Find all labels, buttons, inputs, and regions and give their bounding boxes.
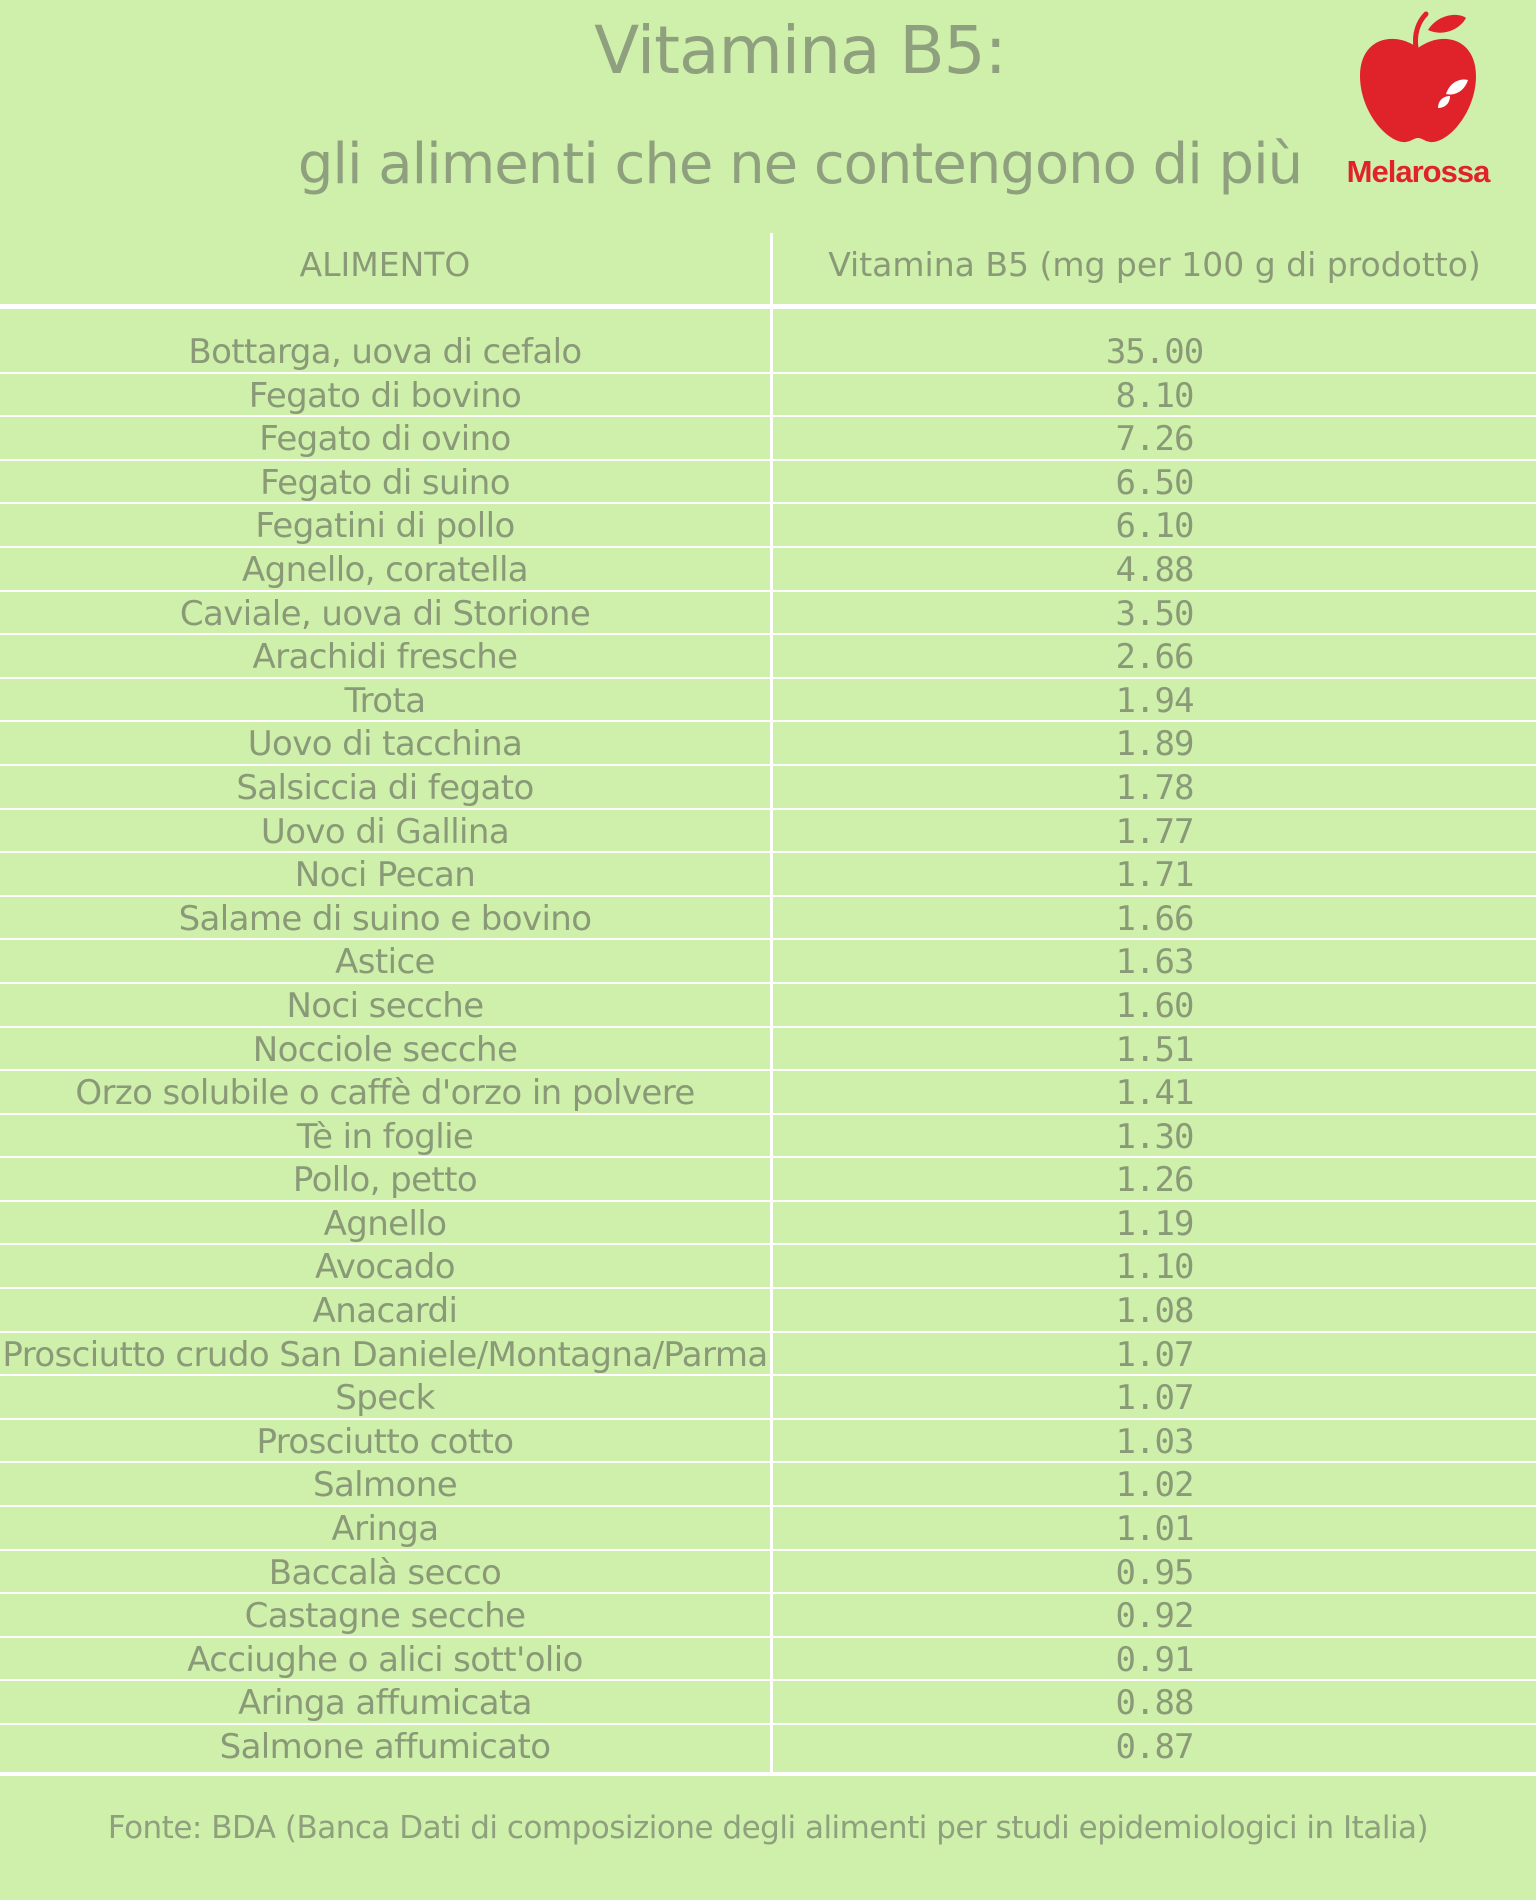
food-name: Caviale, uova di Storione xyxy=(179,593,591,634)
vitamin-value: 0.88 xyxy=(1115,1683,1194,1724)
table-row xyxy=(0,1594,1536,1638)
vitamin-value: 1.78 xyxy=(1115,767,1194,808)
food-name: Salmone xyxy=(312,1465,458,1506)
food-name: Salsiccia di fegato xyxy=(236,767,534,808)
food-name: Fegato di bovino xyxy=(248,375,522,416)
table-bottom-divider xyxy=(0,1772,1536,1776)
vitamin-value: 6.50 xyxy=(1115,462,1194,503)
vitamin-value: 7.26 xyxy=(1115,419,1194,460)
table-row xyxy=(0,1681,1536,1725)
vitamin-value: 1.08 xyxy=(1115,1291,1194,1332)
table-row xyxy=(0,461,1536,505)
page-title: Vitamina B5: xyxy=(594,12,1006,89)
vitamin-value: 1.60 xyxy=(1115,985,1194,1026)
vitamin-value: 1.94 xyxy=(1115,680,1194,721)
vitamin-value: 1.07 xyxy=(1115,1334,1194,1375)
vitamin-value: 1.19 xyxy=(1115,1203,1194,1244)
vitamin-value: 1.77 xyxy=(1115,811,1194,852)
food-name: Aringa xyxy=(331,1509,439,1550)
food-name: Pollo, petto xyxy=(292,1160,478,1201)
food-name: Speck xyxy=(335,1378,435,1419)
food-name: Bottarga, uova di cefalo xyxy=(188,332,582,372)
food-name: Prosciutto cotto xyxy=(256,1421,514,1462)
table-row xyxy=(0,1289,1536,1333)
vitamin-value: 6.10 xyxy=(1115,506,1194,547)
food-name: Uovo di tacchina xyxy=(247,724,523,765)
vitamin-value: 1.71 xyxy=(1115,855,1194,896)
food-name: Avocado xyxy=(315,1247,455,1288)
table-row xyxy=(0,679,1536,723)
table-row xyxy=(0,1333,1536,1377)
food-name: Agnello, coratella xyxy=(241,549,529,590)
vitamin-value: 0.92 xyxy=(1115,1596,1194,1637)
logo-text: Melarossa xyxy=(1346,154,1490,189)
table-row xyxy=(0,1725,1536,1769)
table-row xyxy=(0,722,1536,766)
table-row xyxy=(0,984,1536,1028)
food-name: Fegato di ovino xyxy=(259,419,511,460)
table-row xyxy=(0,635,1536,679)
food-name: Astice xyxy=(335,942,435,983)
header-food: ALIMENTO xyxy=(299,245,471,284)
vitamin-value: 1.02 xyxy=(1115,1465,1194,1506)
vitamin-value: 1.89 xyxy=(1115,724,1194,765)
food-name: Agnello xyxy=(323,1203,447,1244)
vitamin-value: 1.26 xyxy=(1115,1160,1194,1201)
food-name: Nocciole secche xyxy=(252,1029,518,1070)
header-divider xyxy=(0,304,1536,309)
table-row xyxy=(0,417,1536,461)
header-vitamin: Vitamina B5 (mg per 100 g di prodotto) xyxy=(828,245,1481,284)
vitamin-value: 2.66 xyxy=(1115,637,1194,678)
melarossa-logo[interactable] xyxy=(1328,8,1508,188)
vitamin-value: 0.91 xyxy=(1115,1639,1194,1680)
table-row xyxy=(0,1507,1536,1551)
table-row xyxy=(0,1245,1536,1289)
food-name: Noci secche xyxy=(286,985,484,1026)
food-name: Anacardi xyxy=(312,1291,458,1332)
vitamin-value: 0.87 xyxy=(1115,1727,1194,1767)
food-name: Orzo solubile o caffè d'orzo in polvere xyxy=(75,1073,695,1114)
table-row xyxy=(0,504,1536,548)
table-row xyxy=(0,374,1536,418)
table-row xyxy=(0,1158,1536,1202)
food-name: Acciughe o alici sott'olio xyxy=(187,1639,583,1680)
table-row xyxy=(0,592,1536,636)
table-row xyxy=(0,897,1536,941)
food-name: Salmone affumicato xyxy=(219,1727,551,1767)
apple-icon xyxy=(1354,8,1482,148)
vitamin-value: 1.63 xyxy=(1115,942,1194,983)
food-name: Fegatini di pollo xyxy=(255,506,515,547)
vitamin-value: 35.00 xyxy=(1105,332,1204,372)
page-subtitle: gli alimenti che ne contengono di più xyxy=(297,132,1303,197)
table-row xyxy=(0,940,1536,984)
table-row xyxy=(0,810,1536,854)
food-name: Uovo di Gallina xyxy=(260,811,510,852)
nutrition-table xyxy=(0,330,1536,1769)
table-row xyxy=(0,1071,1536,1115)
vitamin-value: 0.95 xyxy=(1115,1552,1194,1593)
food-name: Trota xyxy=(344,680,426,721)
food-name: Arachidi fresche xyxy=(252,637,518,678)
food-name: Prosciutto crudo San Daniele/Montagna/Parma xyxy=(2,1334,768,1375)
table-row xyxy=(0,548,1536,592)
table-row xyxy=(0,330,1536,374)
vitamin-value: 1.66 xyxy=(1115,898,1194,939)
vitamin-value: 3.50 xyxy=(1115,593,1194,634)
table-row xyxy=(0,1202,1536,1246)
table-row xyxy=(0,1463,1536,1507)
vitamin-value: 4.88 xyxy=(1115,549,1194,590)
source-note: Fonte: BDA (Banca Dati di composizione degli alimenti per studi epidemiologici in Italia) xyxy=(107,1810,1429,1846)
vitamin-value: 1.41 xyxy=(1115,1073,1194,1114)
table-row xyxy=(0,1376,1536,1420)
table-row xyxy=(0,1551,1536,1595)
vitamin-value: 1.07 xyxy=(1115,1378,1194,1419)
table-row xyxy=(0,1028,1536,1072)
vitamin-value: 1.51 xyxy=(1115,1029,1194,1070)
food-name: Aringa affumicata xyxy=(238,1683,532,1724)
vitamin-value: 1.03 xyxy=(1115,1421,1194,1462)
vitamin-value: 8.10 xyxy=(1115,375,1194,416)
food-name: Fegato di suino xyxy=(260,462,510,503)
table-row xyxy=(0,1420,1536,1464)
food-name: Baccalà secco xyxy=(268,1552,502,1593)
food-name: Tè in foglie xyxy=(296,1116,474,1157)
table-row xyxy=(0,1638,1536,1682)
table-row xyxy=(0,1115,1536,1159)
table-row xyxy=(0,853,1536,897)
food-name: Salame di suino e bovino xyxy=(178,898,592,939)
vitamin-value: 1.10 xyxy=(1115,1247,1194,1288)
food-name: Castagne secche xyxy=(244,1596,526,1637)
vitamin-value: 1.30 xyxy=(1115,1116,1194,1157)
vitamin-value: 1.01 xyxy=(1115,1509,1194,1550)
table-header xyxy=(0,233,1536,303)
table-row xyxy=(0,766,1536,810)
food-name: Noci Pecan xyxy=(294,855,476,896)
